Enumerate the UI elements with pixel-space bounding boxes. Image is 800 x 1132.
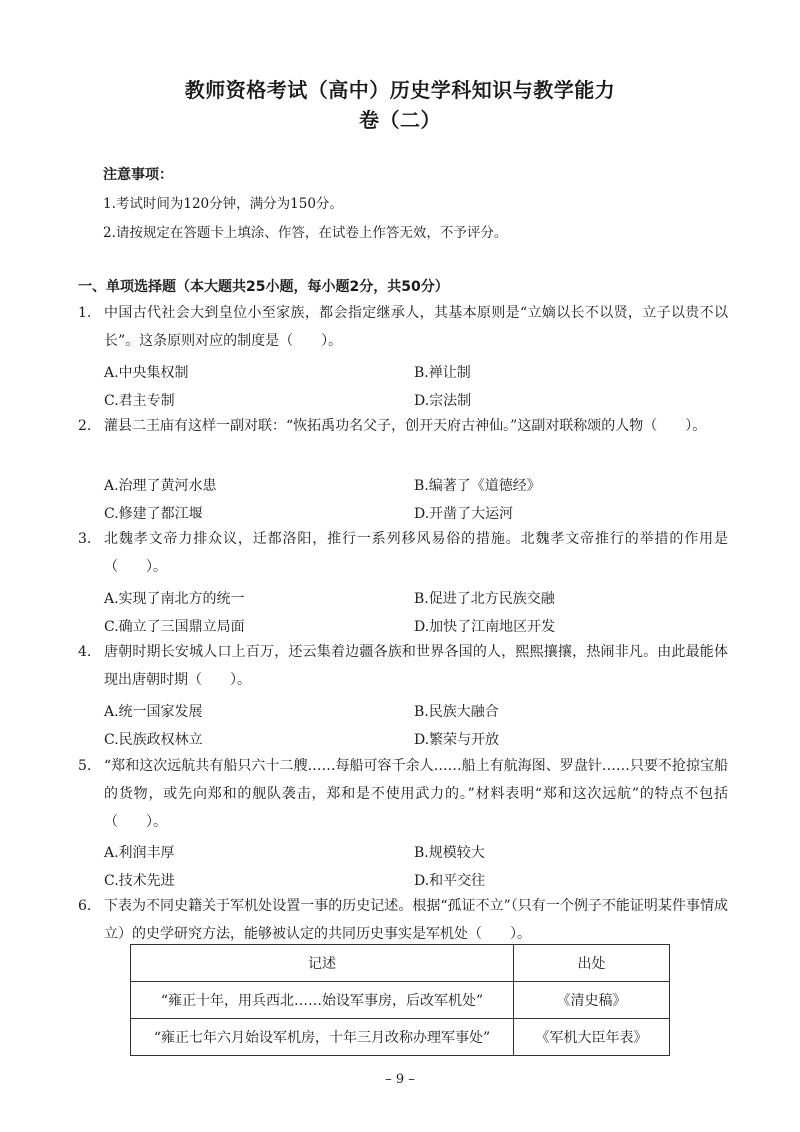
option-b[interactable]: B.禅让制 — [414, 365, 471, 381]
question-number: 3. — [78, 531, 92, 547]
option-a[interactable]: A.中央集权制 — [104, 365, 189, 381]
option-d[interactable]: D.开凿了大运河 — [414, 506, 514, 522]
option-c[interactable]: C.修建了都江堰 — [104, 506, 203, 522]
table-cell: “雍正十年，用兵西北……始设军事房，后改军机处” — [131, 982, 514, 1019]
question-stem: 灌县二王庙有这样一副对联：“恢拓禹功名父子，创开天府古神仙。”这副对联称颂的人物（ ）。 — [104, 418, 707, 434]
notice-item: 1.考试时间为120分钟，满分为150分。 — [103, 196, 343, 212]
table-cell: 《军机大臣年表》 — [514, 1019, 670, 1056]
table-row — [131, 1019, 670, 1056]
option-d[interactable]: D.加快了江南地区开发 — [414, 619, 556, 635]
table-header-row — [131, 945, 670, 982]
column-header: 记述 — [131, 945, 514, 982]
option-b[interactable]: B.民族大融合 — [414, 704, 499, 720]
option-b[interactable]: B.规模较大 — [414, 845, 485, 861]
question-5 — [78, 752, 728, 836]
question-1 — [78, 299, 728, 355]
option-c[interactable]: C.民族政权林立 — [104, 732, 203, 748]
question-stem: 中国古代社会大到皇位小至家族，都会指定继承人，其基本原则是“立嫡以长不以贤，立子以贵不以长”。这条原则对应的制度是（ ）。 — [104, 305, 728, 349]
question-stem: 唐朝时期长安城人口上百万，还云集着边疆各族和世界各国的人，熙熙攘攘，热闹非凡。由此最能体现出唐朝时期（ ）。 — [104, 644, 728, 688]
option-a[interactable]: A.统一国家发展 — [104, 704, 203, 720]
section-heading: 一、单项选择题（本大题共25小题，每小题2分，共50分） — [78, 279, 449, 295]
table-cell: 《清史稿》 — [514, 982, 670, 1019]
question-6 — [78, 892, 728, 948]
table-cell: “雍正七年六月始设军机房，十年三月改称办理军事处” — [131, 1019, 514, 1056]
question-stem: 下表为不同史籍关于军机处设置一事的历史记述。根据“孤证不立”（只有一个例子不能证明某件事情成立）的史学研究方法，能够被认定的共同历史事实是军机处（ ）。 — [104, 898, 728, 942]
option-c[interactable]: C.技术先进 — [104, 873, 175, 889]
question-number: 6. — [78, 898, 92, 914]
question-3 — [78, 525, 728, 581]
option-c[interactable]: C.君主专制 — [104, 393, 175, 409]
question-number: 1. — [78, 305, 92, 321]
table-row — [131, 982, 670, 1019]
column-header: 出处 — [514, 945, 670, 982]
page-title: 教师资格考试（高中）历史学科知识与教学能力 — [184, 78, 616, 102]
question-number: 4. — [78, 644, 92, 660]
question-stem: 北魏孝文帝力排众议，迁都洛阳，推行一系列移风易俗的措施。北魏孝文帝推行的举措的作用是（ ）。 — [104, 531, 728, 575]
option-b[interactable]: B.促进了北方民族交融 — [414, 591, 555, 607]
question-stem: “郑和这次远航共有船只六十二艘……每船可容千余人……船上有航海图、罗盘针……只要不抢掠宝船的货物，或先向郑和的舰队袭击，郑和是不使用武力的。”材料表明“郑和这次远航”的特点不包括（ ）。 — [104, 758, 728, 830]
option-c[interactable]: C.确立了三国鼎立局面 — [104, 619, 245, 635]
question-4 — [78, 638, 728, 694]
question-number: 2. — [78, 418, 92, 434]
option-d[interactable]: D.宗法制 — [414, 393, 472, 409]
paper-subtitle: 卷（二） — [359, 108, 441, 132]
question-2 — [78, 412, 728, 440]
notice-item: 2.请按规定在答题卡上填涂、作答，在试卷上作答无效，不予评分。 — [103, 225, 508, 241]
option-a[interactable]: A.实现了南北方的统一 — [104, 591, 245, 607]
notice-heading: 注意事项： — [103, 167, 173, 183]
option-a[interactable]: A.利润丰厚 — [104, 845, 175, 861]
history-table — [130, 944, 670, 1056]
option-d[interactable]: D.和平交往 — [414, 873, 486, 889]
option-a[interactable]: A.治理了黄河水患 — [104, 478, 217, 494]
page-number: – 9 – — [385, 1072, 415, 1087]
option-d[interactable]: D.繁荣与开放 — [414, 732, 500, 748]
question-number: 5. — [78, 758, 92, 774]
option-b[interactable]: B.编著了《道德经》 — [414, 478, 541, 494]
